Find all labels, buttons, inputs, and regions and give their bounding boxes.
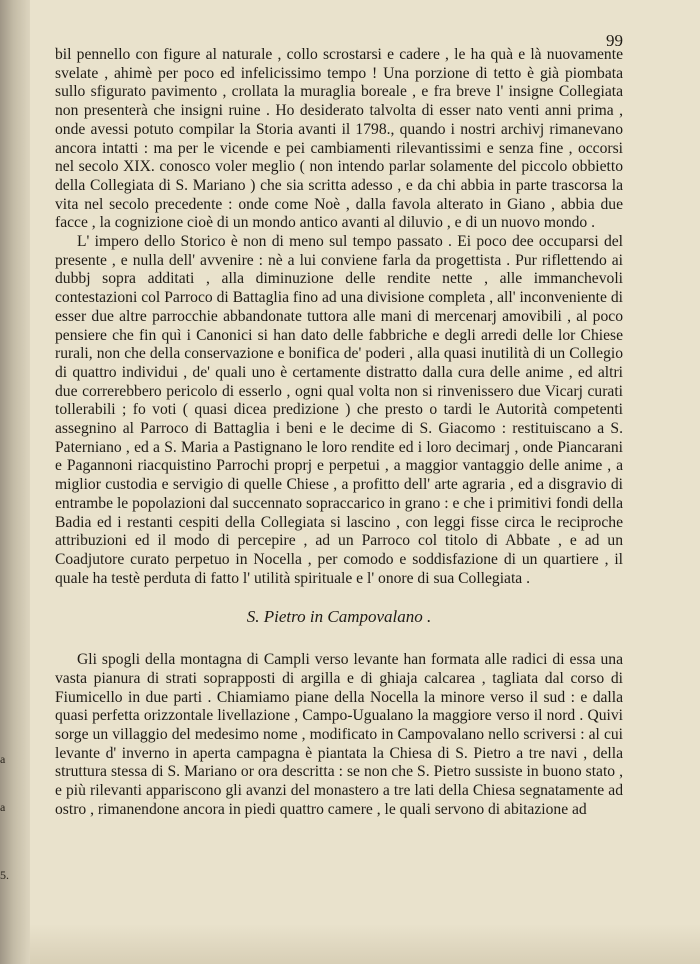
book-page [55, 31, 623, 819]
gutter-mark: a [0, 800, 6, 814]
paragraph-2: L' impero dello Storico è non di meno sul tempo passato . Ei poco dee occuparsi del presente , e nulla dell' avvenire : nè a lui conviene farla da progettista . Pur riflettendo ai dubbj sopra additati , alla diminuzione delle rendite nette , alle immanchevoli contestazioni col Parroco di Battaglia fino ad una divisione completa , all' inconveniente di esser due altre parrocchie abbandonate tuttora alle mani di mercenarj amovibili , al poco pensiere che fin quì i Canonici si han dato delle fabbriche e degli arredi delle lor Chiese rurali, non che della conservazione e bonifica de' poderi , alla quasi inutilità di un Collegio di quattro individui , de' quali uno è certamente distratto dalla cura delle anime , ed altri due correrebbero pericolo di esserlo , ogni qual volta non si rinvenissero due Vicarj curati tollerabili ; fo voti ( quasi dicea predizione ) che presto o tardi le Autorità competenti assegnino al Parroco di Battaglia i beni e le decime di S. Giacomo : restituiscano a S. Paterniano , ed a S. Maria a Pastignano le loro rendite ed i loro decimarj , onde Piancarani e Pagannoni riacquistino Parrochi proprj e perpetui , a maggior vantaggio delle anime , a miglior custodia e servigio di quelle Chiese , a profitto dell' arte agraria , ed a disgravio di entrambe le popolazioni dal succennato sopraccarico in grano : e che i primitivi fondi della Badia ed i restanti cespiti della Collegiata si lascino , con leggi fisse circa le reciproche attribuzioni ed il modo di percepire , ad un Parroco col titolo di Abbate , e ad un Coadjutore curato perpetuo in Nocella , per comodo e soddisfazione di un quartiere , il quale ha testè perduta di fatto l' utilità spirituale e l' onore di sua Collegiata . [55, 233, 623, 587]
page-shadow [30, 924, 700, 964]
page-number: 99 [606, 31, 623, 50]
section-heading: S. Pietro in Campovalano . [246, 607, 432, 627]
gutter-mark: 5. [0, 868, 9, 882]
paragraph-3: Gli spogli della montagna di Campli verso levante han formata alle radici di essa una vasta pianura di strati soprapposti di argilla e di ghiaja calcarea , tagliata dal corso di Fiumicello in due parti . Chiamiamo piane della Nocella la minore verso il sud : e dalla quasi perfetta orizzontale livellazione , Campo-Ugualano la maggiore verso il nord . Quivi sorge un villaggio del medesimo nome , modificato in Campovalano nello scriversi : al cui levante d' inverno in aperta campagna è piantata la Chiesa di S. Pietro a tre navi , della struttura stessa di S. Mariano or ora descritta : se non che S. Pietro sussiste in buono stato , e più rilevanti appariscono gli avanzi del monastero a tre lati della Chiesa segnatamente ad ostro , rimanendone ancora in piedi quattro camere , le quali servono di abitazione ad [55, 651, 623, 818]
binding-gutter [0, 0, 30, 964]
paragraph-1: bil pennello con figure al naturale , collo scrostarsi e cadere , le ha quà e là nuovamente svelate , ahimè per poco ed infelicissimo tempo ! Una porzione di tetto è già piombata sullo sfigurato pavimento , crollata la muraglia boreale , e fra breve l' insigne Collegiata non presenterà che insigni ruine . Ho desiderato talvolta di esser nato venti anni prima , onde avessi potuto compilar la Storia avanti il 1798., quando i nostri archivj rimanevano ancora intatti : ma per le vicende e pei cambiamenti rilevantissimi e senza fine , occorsi nel secolo XIX. conosco voler meglio ( non intendo parlar solamente del piccolo obbietto della Collegiata di S. Mariano ) che sia scritta adesso , e da chi abbia in parte trascorsa la vita nel secolo precedente : onde come Noè , dalla favola alterato in Giano , abbia due facce , la cognizione cioè di un mondo antico avanti al diluvio , e di un nuovo mondo . [55, 46, 623, 232]
gutter-mark: a [0, 752, 6, 766]
